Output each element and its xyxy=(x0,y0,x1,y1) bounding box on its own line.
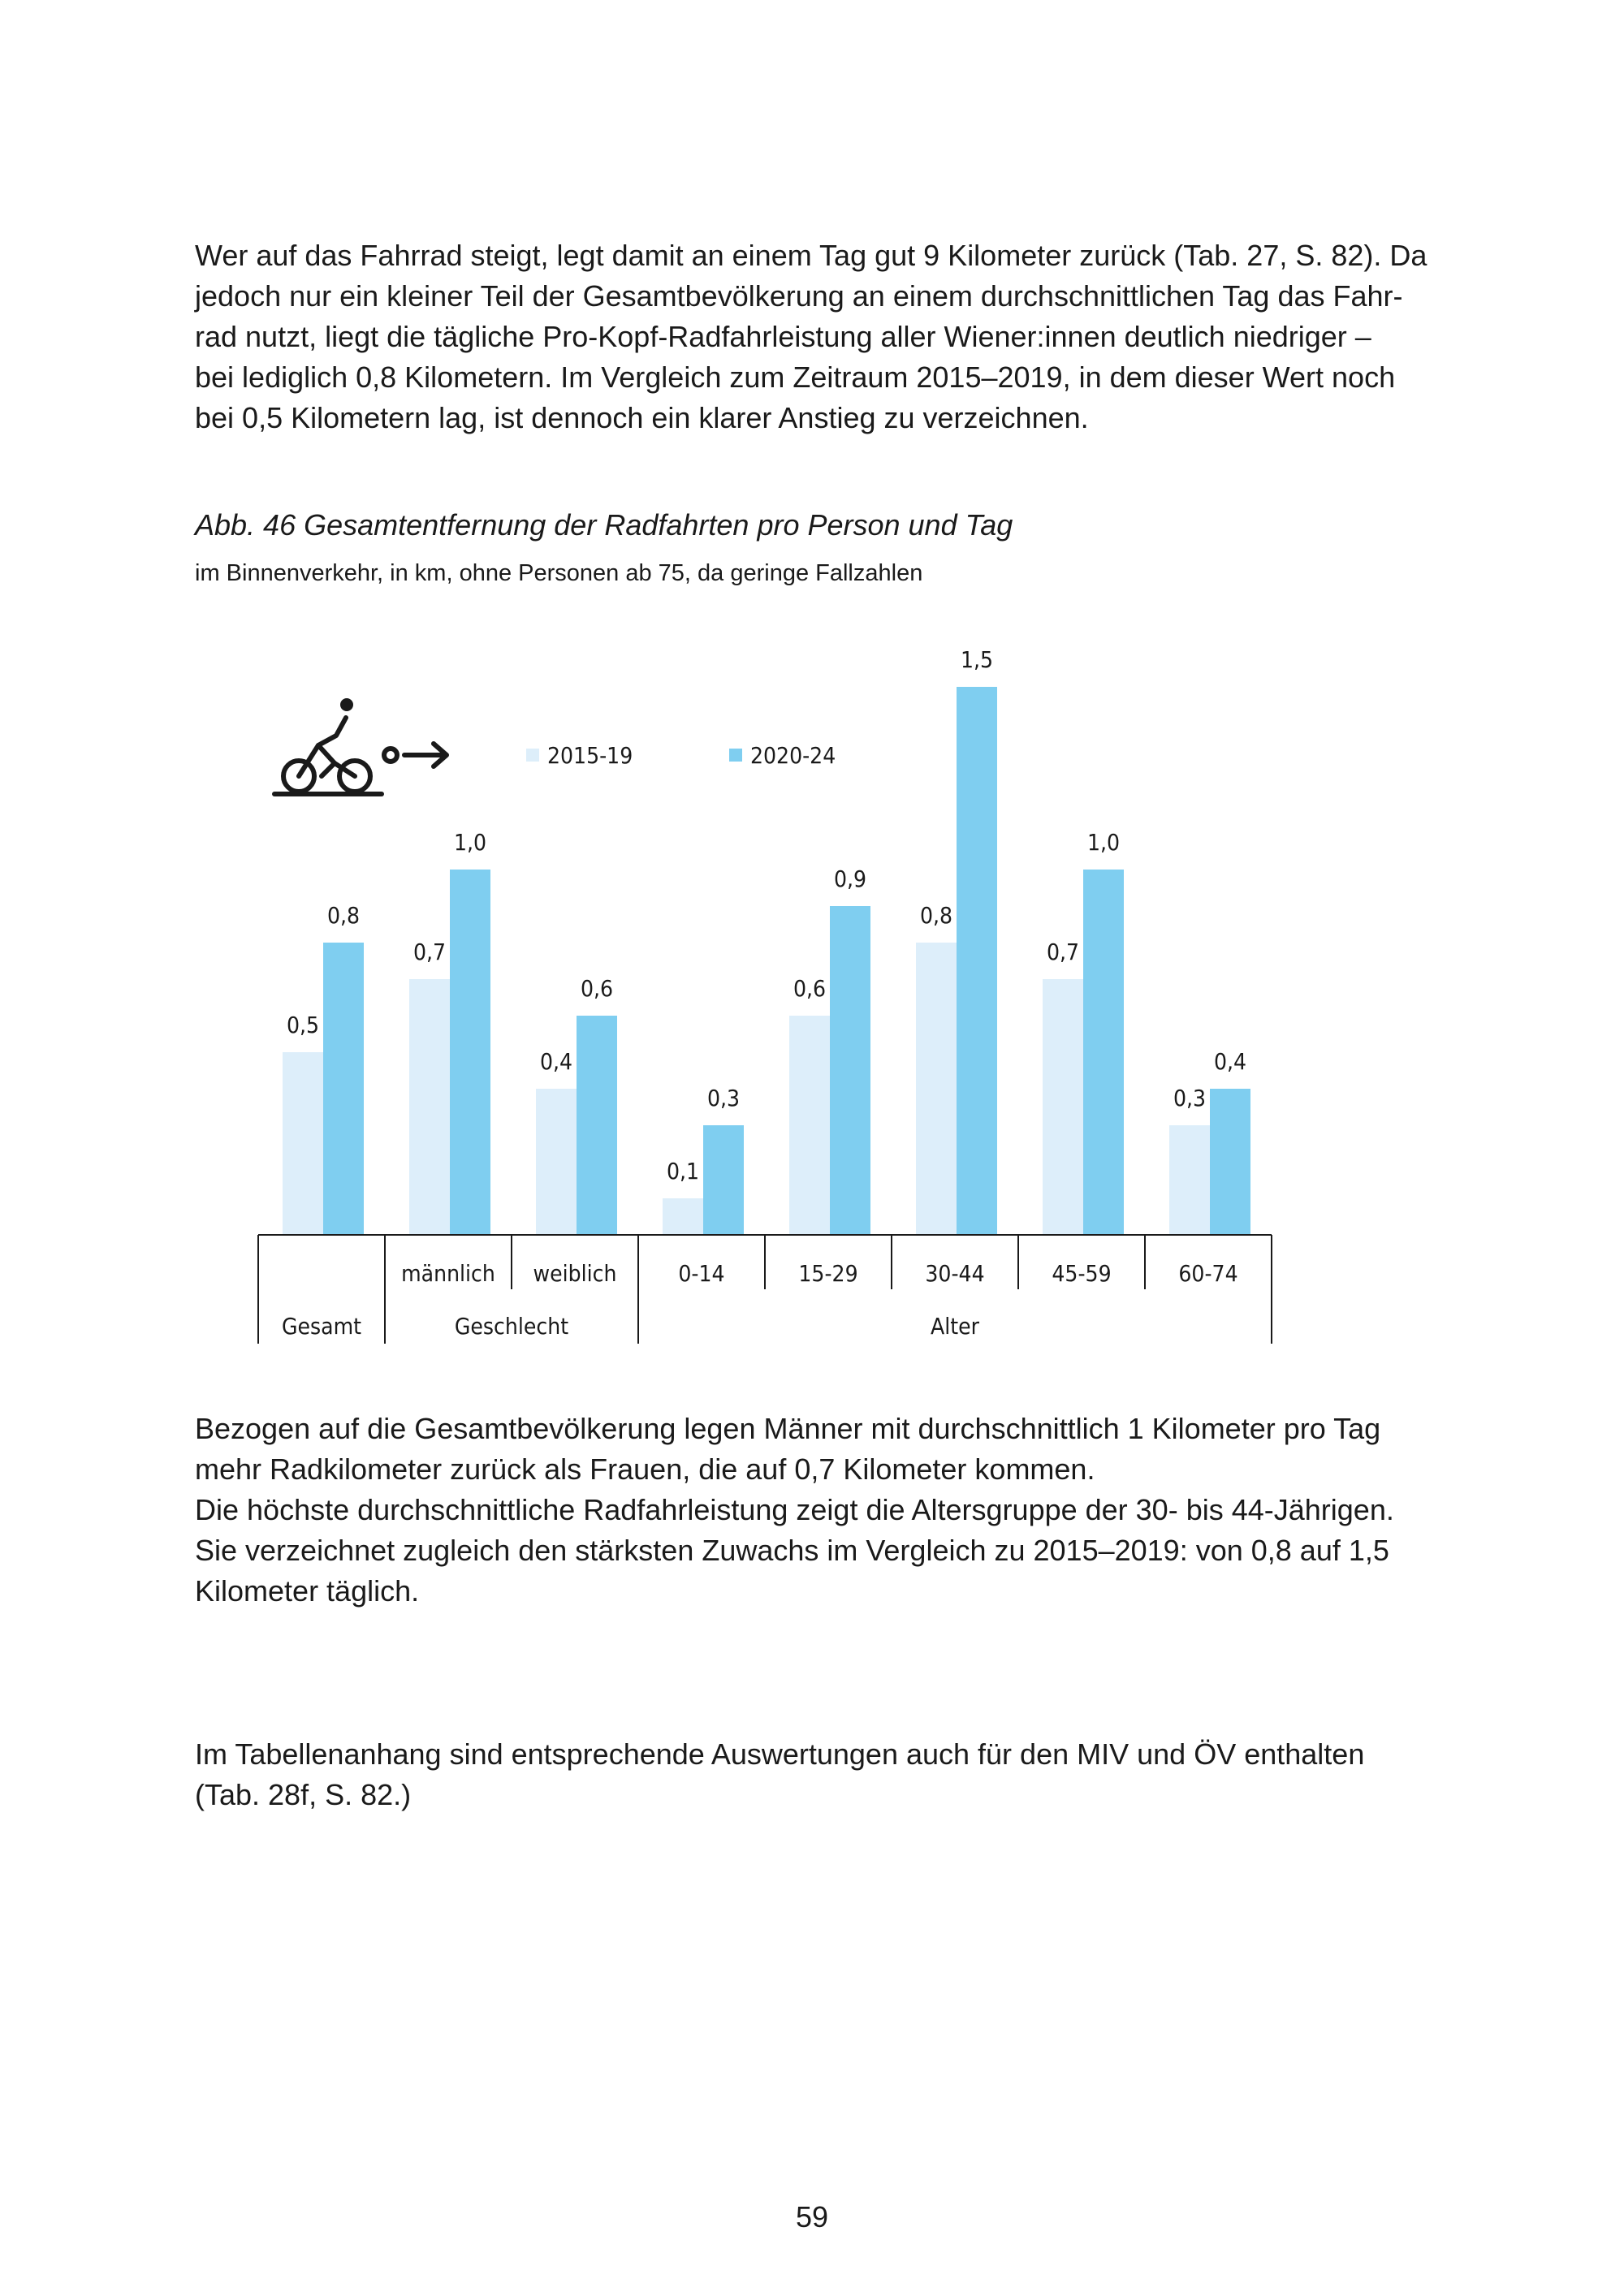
category-axis xyxy=(258,1235,1272,1344)
bar-2015-19-5 xyxy=(916,943,957,1235)
analysis-line: Sie verzeichnet zugleich den stärksten Zuwachs im Vergleich zu 2015–2019: von 0,8 auf 1,5 xyxy=(195,1534,1389,1567)
bar-2020-24-2 xyxy=(577,1016,617,1235)
analysis-line: Kilometer täglich. xyxy=(195,1574,420,1608)
appendix-note-line: (Tab. 28f, S. 82.) xyxy=(195,1778,412,1811)
data-label-2015-19-0: 0,5 xyxy=(286,1012,320,1038)
intro-line: rad nutzt, liegt die tägliche Pro-Kopf-Radfahrleistung aller Wiener:innen deutlich niedriger – xyxy=(195,320,1371,353)
bar-2015-19-3 xyxy=(663,1198,703,1235)
bicycle-rider-icon xyxy=(274,698,447,794)
analysis-paragraph xyxy=(195,1409,1462,1612)
data-label-2020-24-2: 0,6 xyxy=(580,975,614,1002)
data-label-2015-19-2: 0,4 xyxy=(539,1048,573,1075)
data-label-2020-24-0: 0,8 xyxy=(326,902,361,929)
data-label-2015-19-7: 0,3 xyxy=(1173,1085,1207,1111)
group-label-gesamt: Gesamt xyxy=(282,1313,361,1340)
data-label-2015-19-3: 0,1 xyxy=(666,1158,700,1185)
bar-2015-19-0 xyxy=(283,1052,323,1235)
bar-2020-24-4 xyxy=(830,906,870,1235)
data-label-2020-24-7: 0,4 xyxy=(1213,1048,1247,1075)
legend-label-2020-24: 2020-24 xyxy=(750,742,836,769)
data-label-2015-19-1: 0,7 xyxy=(412,939,447,965)
intro-line: bei 0,5 Kilometern lag, ist dennoch ein klarer Anstieg zu verzeichnen. xyxy=(195,401,1089,434)
intro-line: jedoch nur ein kleiner Teil der Gesamtbevölkerung an einem durchschnittlichen Tag das Fahr- xyxy=(195,279,1403,313)
chart-legend xyxy=(526,742,836,769)
bar-2020-24-7 xyxy=(1210,1089,1250,1235)
analysis-line: Die höchste durchschnittliche Radfahrleistung zeigt die Altersgruppe der 30- bis 44-Jährigen. xyxy=(195,1493,1394,1526)
category-label-60-74: 60-74 xyxy=(1178,1260,1238,1287)
bar-2020-24-5 xyxy=(957,687,997,1235)
data-label-2015-19-4: 0,6 xyxy=(793,975,827,1002)
intro-line: Wer auf das Fahrrad steigt, legt damit an einem Tag gut 9 Kilometer zurück (Tab. 27, S. 82). Da xyxy=(195,239,1427,272)
analysis-line: mehr Radkilometer zurück als Frauen, die auf 0,7 Kilometer kommen. xyxy=(195,1452,1095,1486)
figure-title: Abb. 46 Gesamtentfernung der Radfahrten pro Person und Tag xyxy=(195,508,1013,542)
data-label-2020-24-4: 0,9 xyxy=(833,865,867,892)
data-label-2020-24-1: 1,0 xyxy=(453,829,487,856)
category-label-30-44: 30-44 xyxy=(925,1260,985,1287)
figure-subtitle: im Binnenverkehr, in km, ohne Personen ab 75, da geringe Fallzahlen xyxy=(195,560,923,586)
appendix-note-paragraph xyxy=(195,1734,1462,1815)
data-label-2020-24-6: 1,0 xyxy=(1086,829,1121,856)
category-label-weiblich: weiblich xyxy=(533,1260,617,1287)
analysis-line: Bezogen auf die Gesamtbevölkerung legen Männer mit durchschnittlich 1 Kilometer pro Tag xyxy=(195,1412,1381,1445)
legend-label-2015-19: 2015-19 xyxy=(547,742,633,769)
intro-line: bei lediglich 0,8 Kilometern. Im Vergleich zum Zeitraum 2015–2019, in dem dieser Wert noch xyxy=(195,360,1396,394)
legend-swatch-2020-24 xyxy=(729,749,742,762)
data-label-2020-24-3: 0,3 xyxy=(706,1085,741,1111)
category-label-0-14: 0-14 xyxy=(678,1260,725,1287)
bar-series xyxy=(283,646,1250,1235)
appendix-note-line: Im Tabellenanhang sind entsprechende Auswertungen auch für den MIV und ÖV enthalten xyxy=(195,1737,1365,1771)
legend-swatch-2015-19 xyxy=(526,749,539,762)
group-label-alter: Alter xyxy=(931,1313,979,1340)
page-number: 59 xyxy=(795,2200,829,2233)
bar-2015-19-7 xyxy=(1169,1125,1210,1235)
bar-2015-19-2 xyxy=(536,1089,577,1235)
bar-2015-19-4 xyxy=(789,1016,830,1235)
bar-2020-24-1 xyxy=(450,870,490,1235)
bar-2020-24-3 xyxy=(703,1125,744,1235)
group-label-geschlecht: Geschlecht xyxy=(454,1313,569,1340)
data-label-2020-24-5: 1,5 xyxy=(960,646,994,673)
data-label-2015-19-6: 0,7 xyxy=(1046,939,1080,965)
category-label-15-29: 15-29 xyxy=(798,1260,858,1287)
category-labels xyxy=(282,1260,1238,1340)
bar-2015-19-1 xyxy=(409,979,450,1235)
category-label-45-59: 45-59 xyxy=(1052,1260,1112,1287)
category-label-maennlich: männlich xyxy=(401,1260,495,1287)
data-label-2015-19-5: 0,8 xyxy=(919,902,953,929)
bar-2020-24-0 xyxy=(323,943,364,1235)
bar-2020-24-6 xyxy=(1083,870,1124,1235)
bar-2015-19-6 xyxy=(1043,979,1083,1235)
